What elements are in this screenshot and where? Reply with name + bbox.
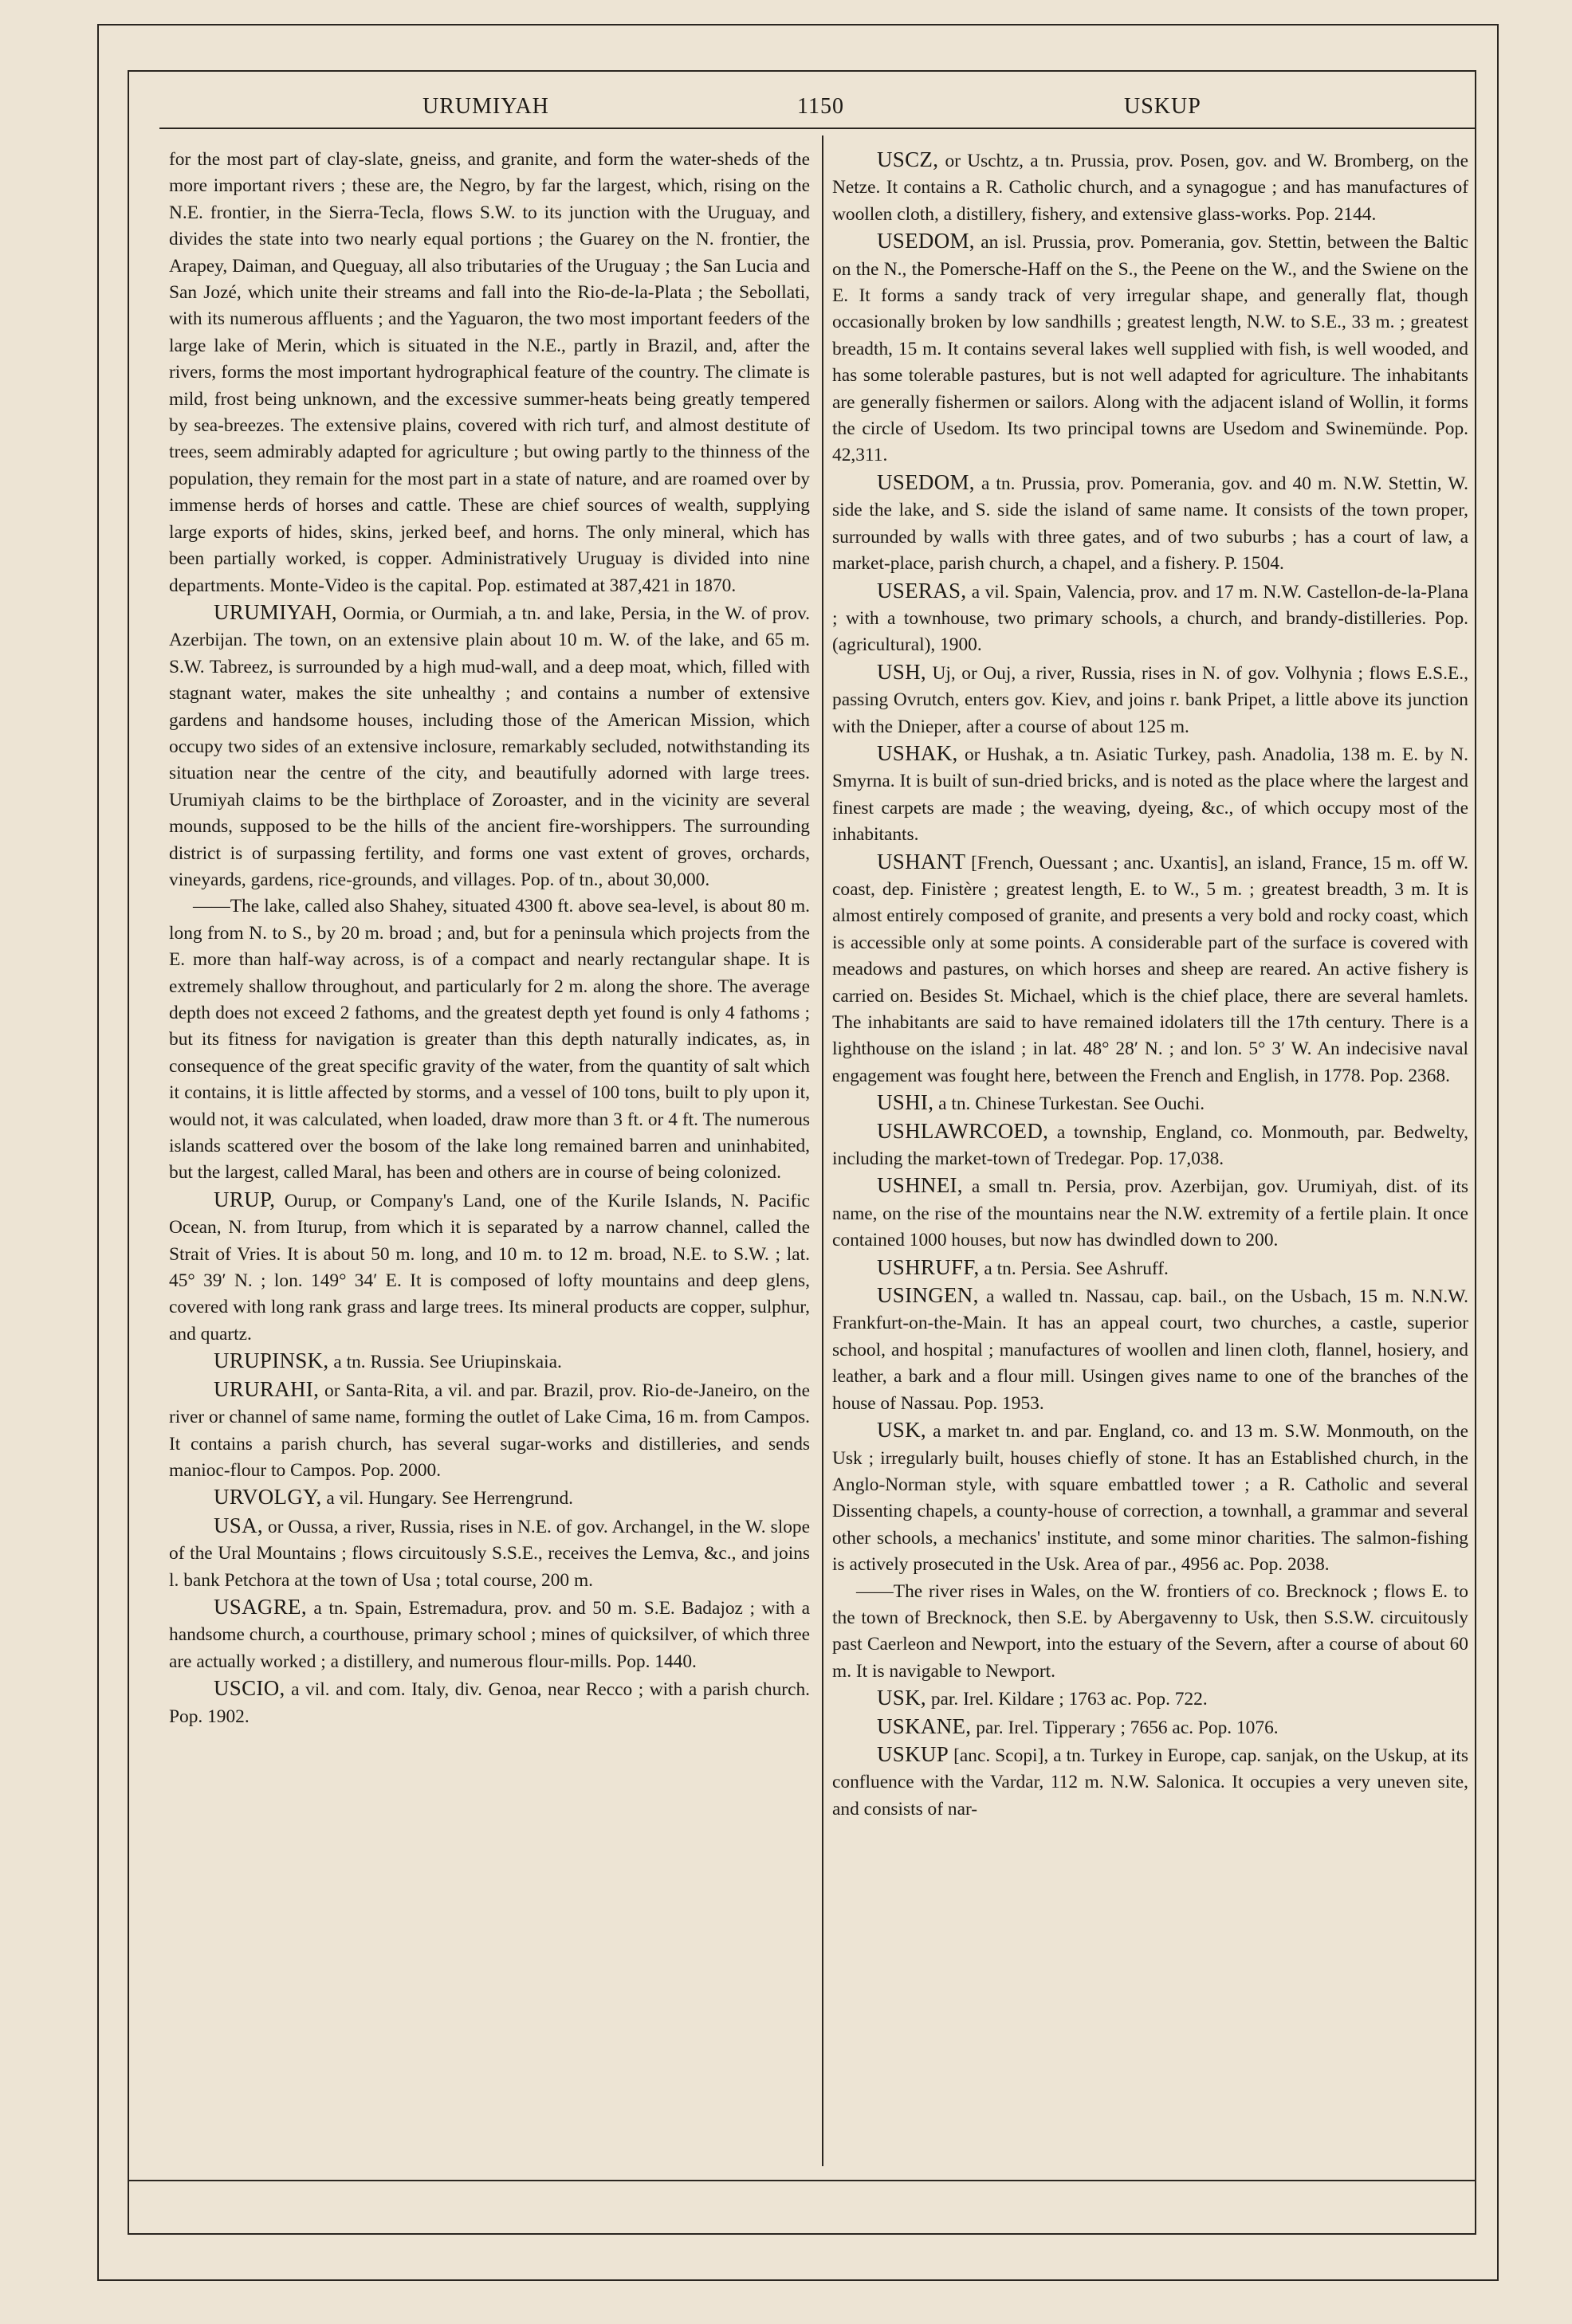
gazetteer-entry: [832, 1685, 1468, 1713]
gazetteer-entry: [832, 659, 1468, 740]
entry-text: a tn. Prussia, prov. Pomerania, gov. and 40 m. N.W. Stettin, W. side the lake, and S. side the island of same name. It consists of the town proper, surrounded by walls with three gates, and of two suburbs ; has a court of law, a market-place, parish church, a chapel, and a fishery. P. 1504.: [832, 473, 1468, 575]
entry-headword: URUMIYAH,: [214, 599, 337, 624]
entry-text: a vil. Hungary. See Herrengrund.: [326, 1488, 573, 1509]
gazetteer-entry: [832, 1254, 1468, 1282]
entry-text: a vil. and com. Italy, div. Genoa, near Recco ; with a parish church. Pop. 1902.: [169, 1679, 810, 1727]
bottom-rule: [128, 2180, 1476, 2181]
gazetteer-entry: [832, 147, 1468, 228]
entry-headword: USHANT: [877, 849, 966, 873]
entry-text: a tn. Chinese Turkestan. See Ouchi.: [938, 1093, 1205, 1115]
gazetteer-entry: [832, 1741, 1468, 1823]
header-left-title: URUMIYAH: [422, 94, 549, 119]
gazetteer-entry: [169, 893, 810, 1186]
gazetteer-entry: [169, 147, 810, 599]
entry-headword: USHAK,: [877, 740, 958, 765]
running-header: [159, 89, 1475, 131]
entry-headword: USCZ,: [877, 147, 939, 171]
entry-headword: URUPINSK,: [214, 1348, 329, 1373]
gazetteer-entry: [169, 1594, 810, 1675]
gazetteer-entry: [169, 1484, 810, 1512]
gazetteer-entry: [832, 469, 1468, 578]
gazetteer-entry: [832, 740, 1468, 849]
left-column: [169, 147, 810, 2171]
entry-text: [French, Ouessant ; anc. Uxantis], an island, France, 15 m. off W. coast, dep. Finistère ; greatest length, E. to W., 5 m. ; greatest breadth, 3 m. It is almost entirely composed of granite, and presents a very bold and rocky coast, which is accessible only at some points. A considerable part of the surface is covered with meadows and pastures, on which horses and sheep are reared. An active fishery is carried on. Besides St. Michael, which is the chief place, there are several hamlets. The inhabitants are said to have remained idolaters till the 17th century. There is a lighthouse on the island ; in lat. 48° 28′ N. ; and lon. 5° 3′ W. An indecisive naval engagement was fought here, between the French and English, in 1778. Pop. 2368.: [832, 852, 1468, 1086]
entry-text: par. Irel. Kildare ; 1763 ac. Pop. 722.: [930, 1689, 1208, 1710]
entry-text: Ourup, or Company's Land, one of the Kurile Islands, N. Pacific Ocean, N. from Iturup, from which it is separated by a narrow channel, called the Strait of Vries. It is about 50 m. long, and 10 m. to 12 m. broad, N.E. to S.W. ; lat. 45° 39′ N. ; lon. 149° 34′ E. It is composed of lofty mountains and deep glens, covered with long rank grass and large trees. Its mineral products are copper, sulphur, and quartz.: [169, 1190, 810, 1345]
gazetteer-entry: [832, 1579, 1468, 1686]
column-divider: [822, 135, 823, 2166]
entry-headword: USHNEI,: [877, 1173, 963, 1198]
entry-headword: USHLAWRCOED,: [877, 1118, 1049, 1143]
entry-text: an isl. Prussia, prov. Pomerania, gov. Stettin, between the Baltic on the N., the Pomersche-Haff on the S., the Peene on the W., and the Swiene on the E. It forms a sandy track of very irregular shape, and generally flat, though occasionally broken by low sandhills ; greatest length, N.W. to S.E., 33 m. ; greatest breadth, 15 m. It contains several lakes well supplied with fish, is well wooded, and has some tolerable pastures, but is not well adapted for agriculture. The inhabitants are generally fishermen or sailors. Along with the adjacent island of Wollin, it forms the circle of Usedom. Its two principal towns are Usedom and Swinemünde. Pop. 42,311.: [832, 232, 1468, 466]
entry-text: for the most part of clay-slate, gneiss, and granite, and form the water-sheds of the more important rivers ; these are, the Negro, by far the largest, which, rising on the N.E. frontier, in the Sierra-Tecla, flows S.W. to its junction with the Uruguay, and divides the state into two nearly equal portions ; the Guarey on the N. frontier, the Arapey, Daiman, and Queguay, all also tributaries of the Uruguay ; the San Lucia and San Jozé, which unite their streams and fall into the Rio-de-la-Plata ; the Sebollati, with its numerous affluents ; and the Yaguaron, the two most important feeders of the large lake of Merin, which is situated in the N.E., partly in Brazil, and, after the rivers, forms the most important hydrographical feature of the country. The climate is mild, frost being unknown, and the excessive summer-heats being greatly tempered by sea-breezes. The extensive plains, covered with rich turf, and almost destitute of trees, seem admirably adapted for agriculture ; but owing partly to the thinness of the population, they remain for the most part in a state of nature, and are roamed over by immense herds of horses and cattle. These are chief sources of wealth, supplying large exports of hides, skins, jerked beef, and horns. The only mineral, which has been partially worked, is copper. Administratively Uruguay is divided into nine departments. Monte-Video is the capital. Pop. estimated at 387,421 in 1870.: [169, 149, 810, 596]
entry-headword: USK,: [877, 1418, 926, 1443]
entry-headword: USINGEN,: [877, 1283, 979, 1308]
entry-text: or Oussa, a river, Russia, rises in N.E. of gov. Archangel, in the W. slope of the Ural Mountains ; flows circuitously S.S.E., receives the Lemva, &c., and joins l. bank Petchora at the town of Usa ; total course, 200 m.: [169, 1516, 810, 1591]
entry-text: a vil. Spain, Valencia, prov. and 17 m. N.W. Castellon-de-la-Plana ; with a townhouse, two primary schools, a church, and brandy-distilleries. Pop. (agricultural), 1900.: [832, 581, 1468, 656]
gazetteer-entry: [832, 228, 1468, 469]
gazetteer-entry: [832, 1118, 1468, 1173]
gazetteer-entry: [169, 1675, 810, 1730]
entry-headword: USKUP: [877, 1741, 949, 1766]
entry-text: a small tn. Persia, prov. Azerbijan, gov. Urumiyah, dist. of its name, on the rise of the mountains near the N.W. extremity of a fertile plain. It once contained 1000 houses, but now has dwindled down to 200.: [832, 1176, 1468, 1251]
entry-text: a tn. Russia. See Uriupinskaia.: [333, 1352, 562, 1373]
entry-text: Uj, or Ouj, a river, Russia, rises in N. of gov. Volhynia ; flows E.S.E., passing Ovrutch, enters gov. Kiev, and joins r. bank Pripet, a little above its junction with the Dnieper, after a course of about 125 m.: [832, 662, 1468, 737]
entry-headword: USEDOM,: [877, 229, 975, 253]
entry-text: a tn. Spain, Estremadura, prov. and 50 m. S.E. Badajoz ; with a handsome church, a courthouse, primary school ; mines of quicksilver, of which three are actually worked ; a distillery, and numerous flour-mills. Pop. 1440.: [169, 1597, 810, 1672]
gazetteer-entry: [832, 1282, 1468, 1417]
entry-headword: USA,: [214, 1513, 263, 1537]
entry-text: or Santa-Rita, a vil. and par. Brazil, prov. Rio-de-Janeiro, on the river or channel of same name, forming the outlet of Lake Cima, 16 m. from Campos. It contains a parish church, has several sugar-works and distilleries, and sends manioc-flour to Campos. Pop. 2000.: [169, 1380, 810, 1481]
entry-headword: URUP,: [214, 1187, 276, 1211]
gazetteer-entry: [832, 1714, 1468, 1741]
gazetteer-entry: [169, 1513, 810, 1594]
gazetteer-entry: [169, 1348, 810, 1376]
entry-text: ——The lake, called also Shahey, situated 4300 ft. above sea-level, is about 80 m. long from N. to S., by 20 m. broad ; and, but for a peninsula which projects from the E. more than half-way across, is of a compact and nearly rectangular shape. It is extremely shallow throughout, and particularly for 2 m. along the shore. The average depth does not exceed 2 fathoms, and the greatest depth yet found is only 4 fathoms ; but its fitness for navigation is greater than this depth naturally indicates, as, in consequence of the great specific gravity of the water, from the quantity of salt which it contains, it is little affected by storms, and a vessel of 100 tons, built to ply upon it, would not, it was calculated, when loaded, draw more than 3 ft. or 4 ft. The numerous islands scattered over the bosom of the lake long remained barren and uninhabited, but the largest, called Maral, has been and others are in course of being colonized.: [169, 896, 810, 1184]
gazetteer-entry: [169, 599, 810, 893]
header-rule: [159, 128, 1476, 129]
entry-text: a township, England, co. Monmouth, par. Bedwelty, including the market-town of Tredegar. Pop. 17,038.: [832, 1121, 1468, 1170]
entry-headword: USEDOM,: [877, 469, 975, 494]
gazetteer-entry: [832, 578, 1468, 659]
entry-text: Oormia, or Ourmiah, a tn. and lake, Persia, in the W. of prov. Azerbijan. The town, on an extensive plain about 10 m. W. of the lake, and 65 m. S.W. Tabreez, is surrounded by a high mud-wall, and a deep moat, which, filled with stagnant water, makes the site unhealthy ; and contains a number of extensive gardens and handsome houses, including those of the American Mission, which occupy two sides of an extensive inclosure, remarkably secluded, notwithstanding its situation near the centre of the city, and beautifully adorned with large trees. Urumiyah claims to be the birthplace of Zoroaster, and in the vicinity are several mounds, supposed to be the hills of the ancient fire-worshippers. The surrounding district is of surpassing fertility, and forms one vast extent of groves, orchards, vineyards, gardens, rice-grounds, and villages. Pop. of tn., about 30,000.: [169, 603, 810, 890]
entry-headword: USAGRE,: [214, 1594, 307, 1619]
entry-headword: USK,: [877, 1686, 926, 1710]
entry-headword: USCIO,: [214, 1676, 285, 1701]
entry-headword: USERAS,: [877, 578, 967, 603]
entry-text: a walled tn. Nassau, cap. bail., on the Usbach, 15 m. N.N.W. Frankfurt-on-the-Main. It has an appeal court, two churches, a castle, superior school, and hospital ; manufactures of woollen and linen cloth, flannel, hosiery, and leather, a bark and a flour mill. Usingen gives name to one of the branches of the house of Nassau. Pop. 1953.: [832, 1286, 1468, 1414]
gazetteer-entry: [169, 1376, 810, 1485]
entry-text: [anc. Scopi], a tn. Turkey in Europe, cap. sanjak, on the Uskup, at its confluence with the Vardar, 112 m. N.W. Salonica. It occupies a very uneven site, and consists of nar-: [832, 1745, 1468, 1820]
entry-text: par. Irel. Tipperary ; 7656 ac. Pop. 1076.: [976, 1717, 1279, 1738]
right-column: [832, 147, 1468, 2171]
entry-text: ——The river rises in Wales, on the W. frontiers of co. Brecknock ; flows E. to the town of Brecknock, then S.E. by Abergavenny to Usk, then S.S.W. circuitously past Caerleon and Newport, into the estuary of the Severn, after a course of about 60 m. It is navigable to Newport.: [832, 1580, 1468, 1682]
entry-headword: USHI,: [877, 1090, 934, 1115]
entry-headword: USH,: [877, 659, 926, 684]
entry-text: or Uschtz, a tn. Prussia, prov. Posen, gov. and W. Bromberg, on the Netze. It contains a R. Catholic church, and a synagogue ; and has manufactures of woollen cloth, a distillery, fishery, and extensive glass-works. Pop. 2144.: [832, 151, 1468, 225]
entry-headword: URVOLGY,: [214, 1485, 322, 1509]
entry-headword: URURAHI,: [214, 1376, 320, 1401]
page-number: 1150: [797, 94, 844, 119]
gazetteer-entry: [832, 1172, 1468, 1254]
entry-text: or Hushak, a tn. Asiatic Turkey, pash. Anadolia, 138 m. E. by N. Smyrna. It is built of sun-dried bricks, and is noted as the place where the largest and finest carpets are made ; the weaving, dyeing, &c., of which occupy most of the inhabitants.: [832, 744, 1468, 846]
entry-headword: USKANE,: [877, 1714, 972, 1738]
gazetteer-entry: [832, 1417, 1468, 1578]
entry-text: a tn. Persia. See Ashruff.: [984, 1258, 1169, 1279]
entry-text: a market tn. and par. England, co. and 13 m. S.W. Monmouth, on the Usk ; irregularly built, houses chiefly of stone. It has an Established church, in the Anglo-Norman style, with square embattled tower ; a R. Catholic and several Dissenting chapels, a county-house of correction, a townhall, a grammar and several other schools, a mechanics' institute, and some minor charities. The salmon-fishing is actively prosecuted in the Usk. Area of par., 4956 ac. Pop. 2038.: [832, 1421, 1468, 1576]
header-right-title: USKUP: [1124, 94, 1201, 119]
gazetteer-entry: [832, 849, 1468, 1090]
entry-headword: USHRUFF,: [877, 1254, 980, 1279]
gazetteer-entry: [832, 1089, 1468, 1117]
gazetteer-entry: [169, 1187, 810, 1348]
